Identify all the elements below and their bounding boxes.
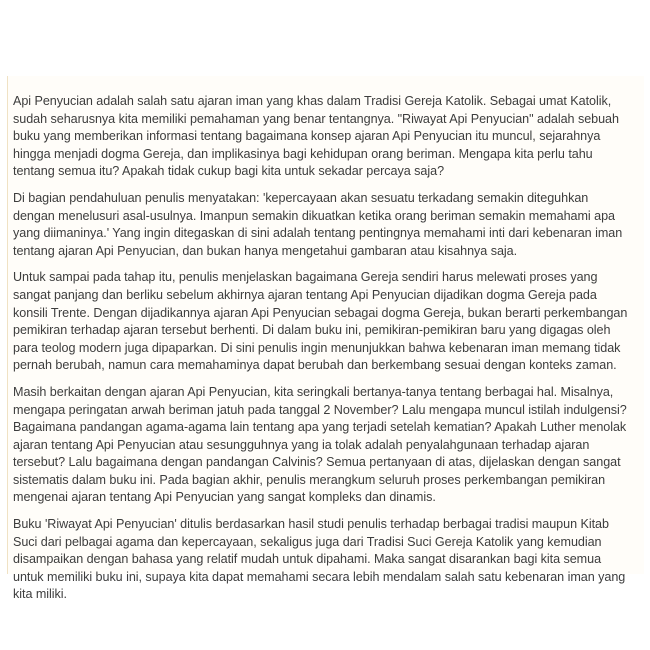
paragraph-questions: Masih berkaitan dengan ajaran Api Penyucian, kita seringkali bertanya-tanya tentang berbagai hal. Misalnya, mengapa peringatan arwah beriman jatuh pada tanggal 2 November? Lalu mengapa muncul istilah indulgensi? Bagaimana pandangan agama-agama lain tentang apa yang terjadi setelah kematian? Apakah Luther menolak ajaran tentang Api Penyucian atau sesungguhnya yang ia tolak adalah penyalahgunaan terhadap ajaran tersebut? Lalu bagaimana dengan pandangan Calvinis? Semua pertanyaan di atas, dijelaskan dengan sangat sistematis dalam buku ini. Pada bagian akhir, penulis merangkum seluruh proses perkembangan pemikiran mengenai ajaran tentang Api Penyucian yang sangat kompleks dan dinamis. [13, 384, 627, 505]
paragraph-history: Untuk sampai pada tahap itu, penulis menjelaskan bagaimana Gereja sendiri harus melewati proses yang sangat panjang dan berliku sebelum akhirnya ajaran tentang Api Penyucian dijadikan dogma Gereja pada konsili Trente. Dengan dijadikannya ajaran Api Penyucian sebagai dogma Gereja, bukan berarti perkembangan pemikiran terhadap ajaran tersebut berhenti. Di dalam buku ini, pemikiran-pemikiran baru yang digagas oleh para teolog modern juga dipaparkan. Di sini penulis ingin menunjukkan bahwa kebenaran iman memang tidak pernah berubah, namun cara memahaminya dapat berubah dan berkembang sesuai dengan konteks zaman. [13, 270, 628, 373]
paragraph-intro: Api Penyucian adalah salah satu ajaran iman yang khas dalam Tradisi Gereja Katolik. Sebagai umat Katolik, sudah seharusnya kita memiliki pemahaman yang benar tentangnya. "Riwayat Api Penyucian" adalah sebuah buku yang memberikan informasi tentang bagaimana konsep ajaran Api Penyucian itu muncul, sejarahnya hingga menjadi dogma Gereja, dan implikasinya bagi kehidupan orang beriman. Mengapa kita perlu tahu tentang semua itu? Apakah tidak cukup bagi kita untuk sekadar percaya saja? [13, 94, 619, 179]
paragraph-preface: Di bagian pendahuluan penulis menyatakan: 'kepercayaan akan sesuatu terkadang semakin diteguhkan dengan menelusuri asal-usulnya. Imanpun semakin dikuatkan ketika orang beriman semakin memahami apa yang diimaninya.' Yang ingin ditegaskan di sini adalah tentang pentingnya memahami inti dari kebenaran iman tentang ajaran Api Penyucian, dan bukan hanya mengetahui gambaran atau kisahnya saja. [13, 190, 623, 258]
paragraph-conclusion: Buku 'Riwayat Api Penyucian' ditulis berdasarkan hasil studi penulis terhadap berbagai tradisi maupun Kitab Suci dari pelbagai agama dan kepercayaan, sekaligus juga dari Tradisi Suci Gereja Katolik yang kemudian disampaikan dengan bahasa yang relatif mudah untuk dipahami. Maka sangat disarankan bagi kita semua untuk memiliki buku ini, supaya kita dapat memahami secara lebih mendalam salah satu kebenaran iman yang kita miliki. [13, 517, 626, 602]
book-description [13, 93, 633, 613]
